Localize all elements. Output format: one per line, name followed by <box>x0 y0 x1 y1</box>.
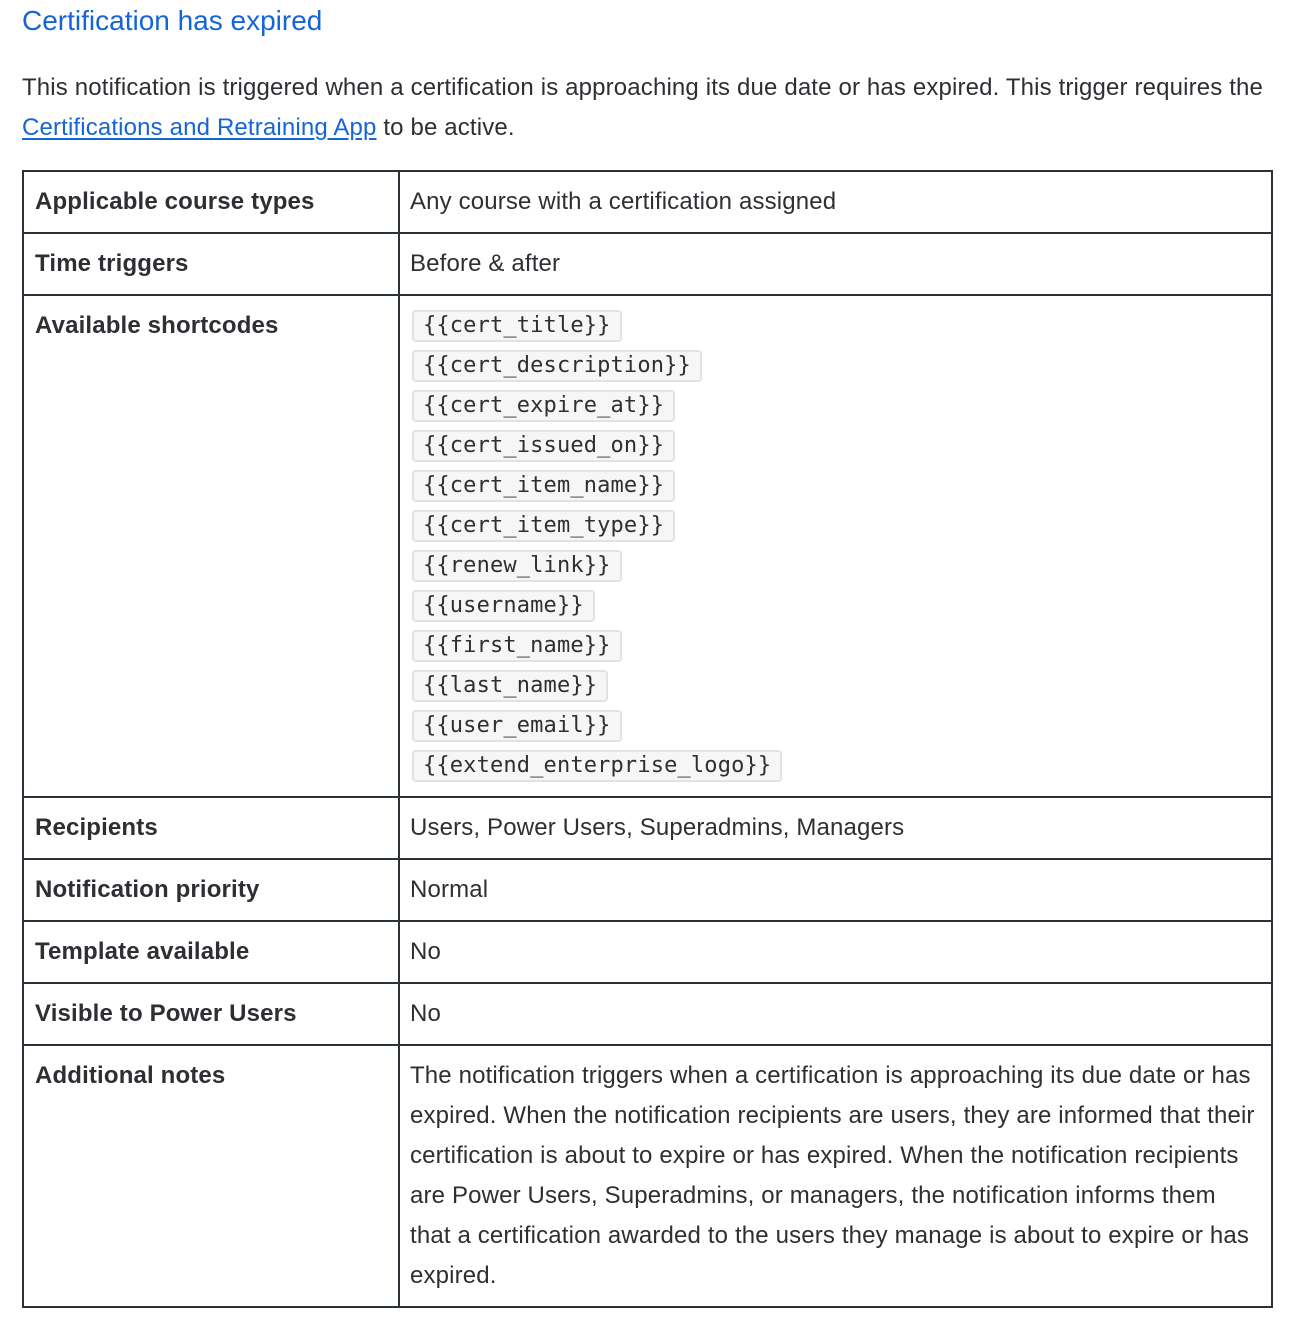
shortcode: {{extend_enterprise_logo}} <box>412 750 782 782</box>
intro-paragraph <box>22 68 1272 148</box>
table-row-course-types <box>23 171 1272 233</box>
intro-text-after: to be active. <box>376 114 515 141</box>
shortcode: {{cert_issued_on}} <box>412 430 675 462</box>
notification-details-table <box>22 170 1273 1308</box>
table-row-time-triggers <box>23 233 1272 295</box>
row-label: Recipients <box>23 797 399 859</box>
row-value: Normal <box>399 859 1272 921</box>
table-row-visible-power-users <box>23 983 1272 1045</box>
shortcode: {{cert_description}} <box>412 350 702 382</box>
shortcode: {{cert_item_name}} <box>412 470 675 502</box>
table-row-shortcodes <box>23 295 1272 797</box>
row-value: No <box>399 983 1272 1045</box>
table-row-recipients <box>23 797 1272 859</box>
shortcode: {{first_name}} <box>412 630 622 662</box>
shortcode: {{renew_link}} <box>412 550 622 582</box>
row-value: Before & after <box>399 233 1272 295</box>
shortcode: {{last_name}} <box>412 670 608 702</box>
certifications-app-link[interactable]: Certifications and Retraining App <box>22 114 377 141</box>
section-heading: Certification has expired <box>22 5 323 36</box>
shortcode: {{user_email}} <box>412 710 622 742</box>
row-label: Notification priority <box>23 859 399 921</box>
table-row-additional-notes <box>23 1045 1272 1307</box>
row-label: Applicable course types <box>23 171 399 233</box>
row-label: Visible to Power Users <box>23 983 399 1045</box>
table-row-template <box>23 921 1272 983</box>
row-value: Any course with a certification assigned <box>399 171 1272 233</box>
row-label: Additional notes <box>23 1045 399 1307</box>
row-label: Template available <box>23 921 399 983</box>
shortcode-list <box>399 295 1272 797</box>
row-label: Time triggers <box>23 233 399 295</box>
row-label: Available shortcodes <box>23 295 399 797</box>
shortcode: {{cert_item_type}} <box>412 510 675 542</box>
shortcode: {{cert_expire_at}} <box>412 390 675 422</box>
table-row-priority <box>23 859 1272 921</box>
row-value: Users, Power Users, Superadmins, Managers <box>399 797 1272 859</box>
shortcode: {{username}} <box>412 590 595 622</box>
row-value: No <box>399 921 1272 983</box>
intro-text-before: This notification is triggered when a certification is approaching its due date or has expired. This trigger requires the <box>22 74 1264 101</box>
shortcode: {{cert_title}} <box>412 310 622 342</box>
row-value: The notification triggers when a certification is approaching its due date or has expired. When the notification recipients are users, they are informed that their certification is about to expire or has expired. When the notification recipients are Power Users, Superadmins, or managers, the notification informs them that a certification awarded to the users they manage is about to expire or has expired. <box>399 1045 1272 1307</box>
